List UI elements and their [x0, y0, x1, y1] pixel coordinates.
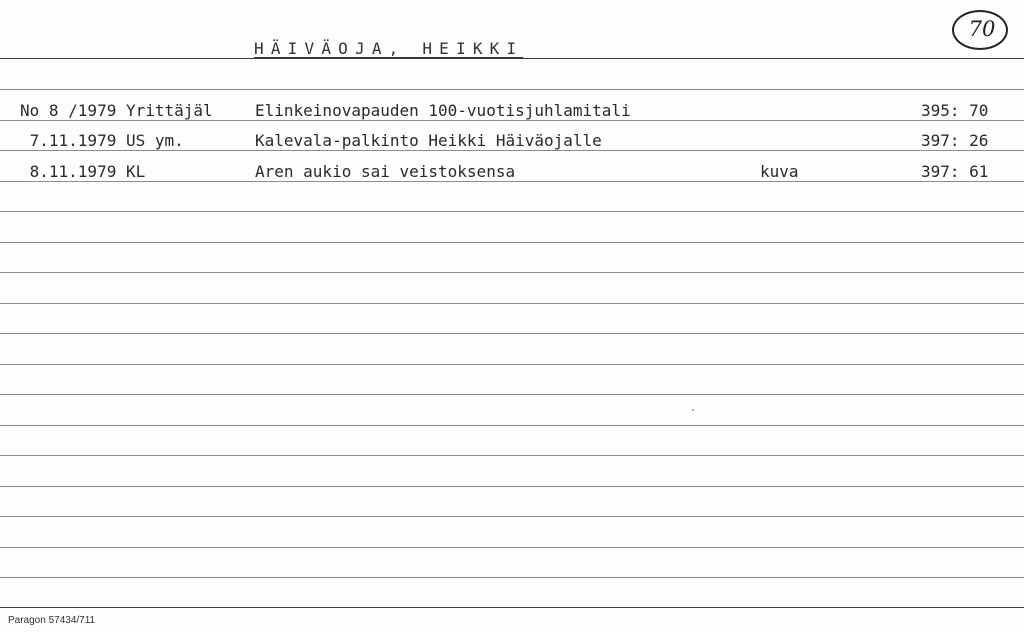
ruled-line	[0, 394, 1024, 395]
card-number-stamp	[952, 10, 1008, 50]
card-number: 70	[968, 17, 996, 41]
ruled-line	[0, 242, 1024, 243]
entry-reference: 395: 70	[921, 101, 989, 120]
entry-source: 7.11.1979 US ym.	[20, 131, 184, 150]
ruled-line	[0, 547, 1024, 548]
entry-title: Kalevala-palkinto Heikki Häiväojalle	[255, 131, 602, 150]
ruled-line	[0, 425, 1024, 426]
printer-imprint: Paragon 57434/711	[8, 615, 96, 626]
entry-reference: 397: 26	[921, 131, 989, 150]
ruled-line	[0, 455, 1024, 456]
ruled-line	[0, 89, 1024, 90]
entry-row	[0, 129, 1024, 153]
entry-title: Aren aukio sai veistoksensa	[255, 162, 516, 181]
entry-source: No 8 /1979 Yrittäjäl	[20, 101, 213, 120]
ruled-line	[0, 272, 1024, 273]
entry-row	[0, 160, 1024, 184]
ruled-line	[0, 577, 1024, 578]
entry-title: Elinkeinovapauden 100-vuotisjuhlamitali	[255, 101, 631, 120]
header-rule	[0, 58, 1024, 59]
ruled-line	[0, 211, 1024, 212]
entry-note: kuva	[760, 162, 799, 181]
footer-rule	[0, 607, 1024, 608]
ruled-line	[0, 364, 1024, 365]
entry-reference: 397: 61	[921, 162, 989, 181]
card-heading: HÄIVÄOJA, HEIKKI	[254, 39, 524, 58]
ruled-line	[0, 516, 1024, 517]
entry-row	[0, 99, 1024, 123]
ruled-line	[0, 303, 1024, 304]
ruled-line	[0, 486, 1024, 487]
entry-source: 8.11.1979 KL	[20, 162, 146, 181]
ruled-line	[0, 333, 1024, 334]
paper-speck	[692, 409, 694, 411]
